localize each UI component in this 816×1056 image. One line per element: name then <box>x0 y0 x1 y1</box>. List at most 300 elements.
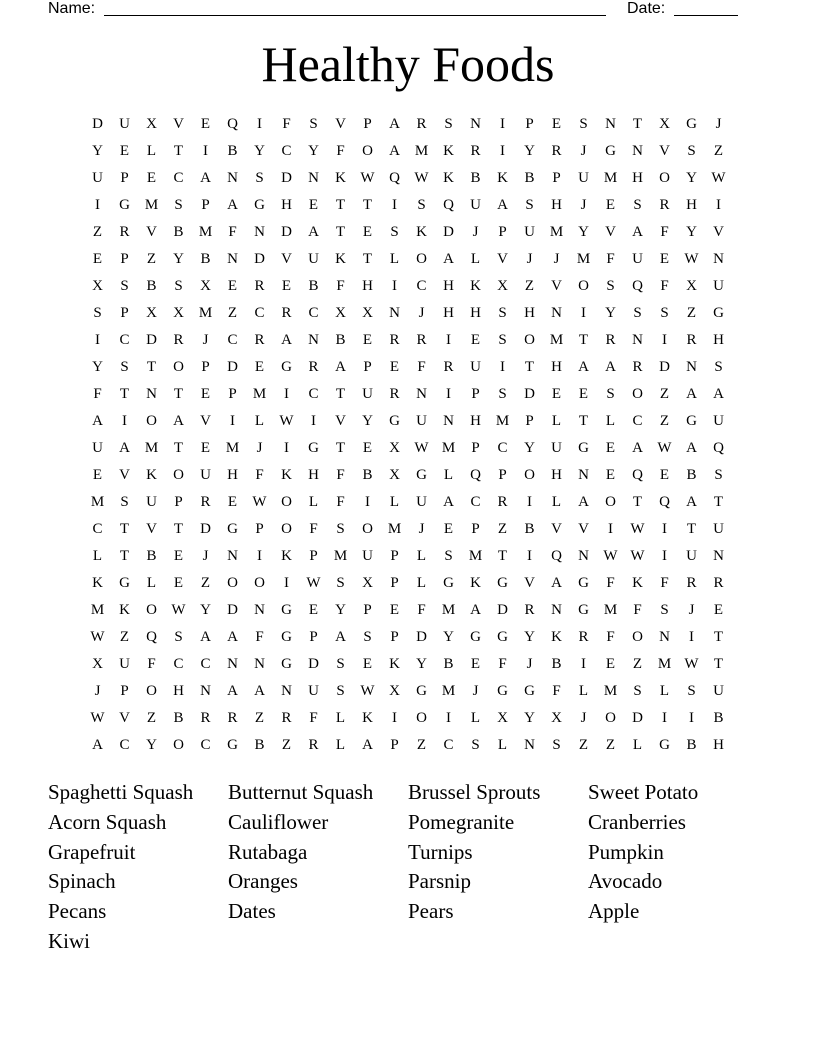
grid-letter[interactable]: I <box>446 386 451 402</box>
grid-letter[interactable]: Z <box>146 710 157 726</box>
grid-letter[interactable]: T <box>524 359 535 375</box>
grid-letter[interactable]: R <box>389 332 400 348</box>
grid-letter[interactable]: U <box>686 548 697 564</box>
grid-letter[interactable]: F <box>660 224 669 240</box>
grid-letter[interactable]: F <box>606 251 615 267</box>
grid-letter[interactable]: M <box>495 413 510 429</box>
grid-letter[interactable]: U <box>146 494 157 510</box>
grid-letter[interactable]: C <box>254 305 265 321</box>
grid-letter[interactable]: R <box>254 278 265 294</box>
grid-letter[interactable]: S <box>660 602 669 618</box>
grid-letter[interactable]: P <box>390 737 399 753</box>
grid-letter[interactable]: V <box>146 521 157 537</box>
grid-letter[interactable]: F <box>255 467 264 483</box>
grid-letter[interactable]: G <box>416 683 427 699</box>
grid-letter[interactable]: N <box>686 359 697 375</box>
grid-letter[interactable]: G <box>497 683 508 699</box>
grid-letter[interactable]: B <box>335 332 346 348</box>
grid-letter[interactable]: B <box>254 737 265 753</box>
grid-letter[interactable]: V <box>524 575 535 591</box>
grid-letter[interactable]: B <box>200 251 211 267</box>
grid-letter[interactable]: S <box>174 197 183 213</box>
grid-letter[interactable]: G <box>389 413 400 429</box>
grid-letter[interactable]: N <box>227 170 238 186</box>
grid-letter[interactable]: L <box>146 143 157 159</box>
grid-letter[interactable]: I <box>716 197 721 213</box>
grid-letter[interactable]: H <box>281 197 292 213</box>
grid-letter[interactable]: M <box>441 602 456 618</box>
grid-letter[interactable]: D <box>524 386 535 402</box>
grid-letter[interactable]: W <box>684 656 699 672</box>
grid-letter[interactable]: Y <box>146 737 157 753</box>
grid-letter[interactable]: A <box>551 575 562 591</box>
grid-letter[interactable]: P <box>120 305 129 321</box>
grid-letter[interactable]: S <box>444 116 453 132</box>
grid-letter[interactable]: C <box>227 332 238 348</box>
grid-letter[interactable]: F <box>282 116 291 132</box>
grid-letter[interactable]: O <box>281 521 292 537</box>
grid-letter[interactable]: U <box>416 494 427 510</box>
grid-letter[interactable]: Q <box>632 467 643 483</box>
grid-letter[interactable]: A <box>632 224 643 240</box>
grid-letter[interactable]: X <box>659 116 670 132</box>
grid-letter[interactable]: N <box>254 656 265 672</box>
grid-letter[interactable]: N <box>659 629 670 645</box>
grid-letter[interactable]: G <box>524 683 535 699</box>
grid-letter[interactable]: F <box>498 656 507 672</box>
grid-letter[interactable]: A <box>686 440 697 456</box>
grid-letter[interactable]: F <box>660 575 669 591</box>
grid-letter[interactable]: I <box>446 710 451 726</box>
grid-letter[interactable]: I <box>392 197 397 213</box>
grid-letter[interactable]: I <box>284 575 289 591</box>
grid-letter[interactable]: M <box>441 440 456 456</box>
grid-letter[interactable]: K <box>443 170 454 186</box>
grid-letter[interactable]: M <box>225 440 240 456</box>
grid-letter[interactable]: S <box>687 143 696 159</box>
grid-letter[interactable]: B <box>686 467 697 483</box>
grid-letter[interactable]: Y <box>524 710 535 726</box>
grid-letter[interactable]: C <box>308 386 319 402</box>
grid-letter[interactable]: Y <box>524 143 535 159</box>
grid-letter[interactable]: Q <box>632 278 643 294</box>
grid-letter[interactable]: A <box>686 494 697 510</box>
grid-letter[interactable]: Y <box>605 305 616 321</box>
grid-letter[interactable]: Z <box>227 305 238 321</box>
grid-letter[interactable]: M <box>90 602 105 618</box>
grid-letter[interactable]: Y <box>578 224 589 240</box>
grid-letter[interactable]: P <box>363 116 372 132</box>
grid-letter[interactable]: V <box>713 224 724 240</box>
grid-letter[interactable]: P <box>498 224 507 240</box>
grid-letter[interactable]: J <box>715 116 722 132</box>
grid-letter[interactable]: F <box>606 629 615 645</box>
grid-letter[interactable]: C <box>308 305 319 321</box>
grid-letter[interactable]: E <box>173 575 184 591</box>
grid-letter[interactable]: M <box>198 224 213 240</box>
grid-letter[interactable]: J <box>472 224 479 240</box>
grid-letter[interactable]: G <box>119 197 130 213</box>
grid-letter[interactable]: Y <box>92 143 103 159</box>
grid-letter[interactable]: G <box>686 413 697 429</box>
grid-letter[interactable]: J <box>472 683 479 699</box>
grid-letter[interactable]: G <box>578 602 589 618</box>
grid-letter[interactable]: D <box>308 656 319 672</box>
grid-letter[interactable]: A <box>200 170 211 186</box>
grid-letter[interactable]: S <box>336 656 345 672</box>
grid-letter[interactable]: Z <box>686 305 697 321</box>
grid-letter[interactable]: J <box>580 710 587 726</box>
grid-letter[interactable]: W <box>306 575 321 591</box>
grid-letter[interactable]: R <box>605 332 616 348</box>
grid-letter[interactable]: E <box>173 548 184 564</box>
grid-letter[interactable]: G <box>713 305 724 321</box>
grid-letter[interactable]: Q <box>146 629 157 645</box>
grid-letter[interactable]: I <box>500 116 505 132</box>
grid-letter[interactable]: B <box>524 521 535 537</box>
grid-letter[interactable]: D <box>659 359 670 375</box>
grid-letter[interactable]: T <box>713 656 724 672</box>
grid-letter[interactable]: J <box>418 305 425 321</box>
grid-letter[interactable]: Z <box>578 737 589 753</box>
grid-letter[interactable]: M <box>657 656 672 672</box>
grid-letter[interactable]: K <box>92 575 103 591</box>
grid-letter[interactable]: P <box>201 359 210 375</box>
grid-letter[interactable]: R <box>200 494 211 510</box>
grid-letter[interactable]: G <box>659 737 670 753</box>
grid-letter[interactable]: N <box>713 548 724 564</box>
grid-letter[interactable]: I <box>95 197 100 213</box>
grid-letter[interactable]: Y <box>308 143 319 159</box>
grid-letter[interactable]: Z <box>416 737 427 753</box>
grid-letter[interactable]: U <box>92 170 103 186</box>
grid-letter[interactable]: U <box>470 197 481 213</box>
grid-letter[interactable]: T <box>146 359 157 375</box>
grid-letter[interactable]: V <box>335 413 346 429</box>
grid-letter[interactable]: U <box>551 440 562 456</box>
grid-letter[interactable]: S <box>363 629 372 645</box>
grid-letter[interactable]: U <box>308 683 319 699</box>
grid-letter[interactable]: E <box>389 359 400 375</box>
grid-letter[interactable]: K <box>416 224 427 240</box>
grid-letter[interactable]: H <box>470 305 481 321</box>
grid-letter[interactable]: I <box>500 143 505 159</box>
grid-letter[interactable]: N <box>578 548 589 564</box>
grid-letter[interactable]: Y <box>362 413 373 429</box>
grid-letter[interactable]: A <box>362 737 373 753</box>
grid-letter[interactable]: O <box>578 278 589 294</box>
grid-letter[interactable]: S <box>660 305 669 321</box>
grid-letter[interactable]: Q <box>443 197 454 213</box>
grid-letter[interactable]: J <box>202 332 209 348</box>
grid-letter[interactable]: C <box>119 737 130 753</box>
grid-letter[interactable]: I <box>365 494 370 510</box>
grid-letter[interactable]: A <box>389 143 400 159</box>
grid-letter[interactable]: V <box>497 251 508 267</box>
grid-letter[interactable]: I <box>284 440 289 456</box>
grid-letter[interactable]: H <box>551 467 562 483</box>
grid-letter[interactable]: D <box>92 116 103 132</box>
grid-letter[interactable]: G <box>119 575 130 591</box>
grid-letter[interactable]: J <box>580 143 587 159</box>
grid-letter[interactable]: C <box>92 521 103 537</box>
grid-letter[interactable]: L <box>335 737 346 753</box>
grid-letter[interactable]: B <box>470 170 481 186</box>
grid-letter[interactable]: X <box>335 305 346 321</box>
grid-letter[interactable]: V <box>146 224 157 240</box>
grid-letter[interactable]: W <box>657 440 672 456</box>
grid-letter[interactable]: S <box>552 737 561 753</box>
grid-letter[interactable]: S <box>687 683 696 699</box>
grid-letter[interactable]: J <box>256 440 263 456</box>
grid-letter[interactable]: A <box>632 440 643 456</box>
grid-letter[interactable]: T <box>632 494 643 510</box>
grid-letter[interactable]: W <box>630 521 645 537</box>
grid-letter[interactable]: S <box>579 116 588 132</box>
grid-letter[interactable]: I <box>689 710 694 726</box>
grid-letter[interactable]: Z <box>524 278 535 294</box>
grid-letter[interactable]: S <box>633 305 642 321</box>
grid-letter[interactable]: R <box>551 143 562 159</box>
grid-letter[interactable]: B <box>308 278 319 294</box>
grid-letter[interactable]: L <box>308 494 319 510</box>
grid-letter[interactable]: Z <box>497 521 508 537</box>
grid-letter[interactable]: L <box>659 683 670 699</box>
grid-letter[interactable]: H <box>632 170 643 186</box>
grid-letter[interactable]: F <box>336 143 345 159</box>
grid-letter[interactable]: R <box>254 332 265 348</box>
grid-letter[interactable]: Z <box>119 629 130 645</box>
grid-letter[interactable]: I <box>689 629 694 645</box>
grid-letter[interactable]: T <box>173 521 184 537</box>
grid-letter[interactable]: E <box>308 602 319 618</box>
grid-letter[interactable]: R <box>524 602 535 618</box>
grid-letter[interactable]: Y <box>416 656 427 672</box>
grid-letter[interactable]: P <box>255 521 264 537</box>
grid-letter[interactable]: T <box>335 224 346 240</box>
grid-letter[interactable]: O <box>524 467 535 483</box>
grid-letter[interactable]: G <box>578 575 589 591</box>
grid-letter[interactable]: C <box>200 656 211 672</box>
grid-letter[interactable]: U <box>713 521 724 537</box>
grid-letter[interactable]: O <box>659 170 670 186</box>
grid-letter[interactable]: Y <box>443 629 454 645</box>
grid-letter[interactable]: O <box>632 629 643 645</box>
grid-letter[interactable]: D <box>497 602 508 618</box>
grid-letter[interactable]: S <box>174 629 183 645</box>
grid-letter[interactable]: X <box>200 278 211 294</box>
grid-letter[interactable]: R <box>578 629 589 645</box>
grid-letter[interactable]: R <box>416 332 427 348</box>
grid-letter[interactable]: I <box>203 143 208 159</box>
grid-letter[interactable]: Q <box>713 440 724 456</box>
grid-letter[interactable]: O <box>416 710 427 726</box>
grid-letter[interactable]: A <box>713 386 724 402</box>
grid-letter[interactable]: E <box>605 197 616 213</box>
grid-letter[interactable]: T <box>497 548 508 564</box>
grid-letter[interactable]: A <box>119 440 130 456</box>
grid-letter[interactable]: T <box>335 440 346 456</box>
grid-letter[interactable]: N <box>146 386 157 402</box>
grid-letter[interactable]: F <box>552 683 561 699</box>
grid-letter[interactable]: E <box>362 440 373 456</box>
grid-letter[interactable]: P <box>471 521 480 537</box>
grid-letter[interactable]: M <box>387 521 402 537</box>
grid-letter[interactable]: F <box>336 467 345 483</box>
grid-letter[interactable]: I <box>392 710 397 726</box>
grid-letter[interactable]: F <box>633 602 642 618</box>
grid-letter[interactable]: E <box>119 143 130 159</box>
grid-letter[interactable]: A <box>605 359 616 375</box>
grid-letter[interactable]: Z <box>281 737 292 753</box>
grid-letter[interactable]: S <box>174 278 183 294</box>
grid-letter[interactable]: V <box>551 521 562 537</box>
grid-letter[interactable]: X <box>497 710 508 726</box>
grid-letter[interactable]: N <box>254 224 265 240</box>
grid-letter[interactable]: K <box>335 251 346 267</box>
grid-letter[interactable]: M <box>252 386 267 402</box>
grid-letter[interactable]: W <box>684 251 699 267</box>
grid-letter[interactable]: Y <box>686 170 697 186</box>
grid-letter[interactable]: N <box>200 683 211 699</box>
grid-letter[interactable]: P <box>525 116 534 132</box>
grid-letter[interactable]: V <box>659 143 670 159</box>
grid-letter[interactable]: I <box>446 332 451 348</box>
grid-letter[interactable]: U <box>416 413 427 429</box>
grid-letter[interactable]: N <box>227 251 238 267</box>
grid-letter[interactable]: I <box>662 710 667 726</box>
grid-letter[interactable]: H <box>686 197 697 213</box>
grid-letter[interactable]: S <box>309 116 318 132</box>
grid-letter[interactable]: W <box>414 440 429 456</box>
grid-letter[interactable]: R <box>308 737 319 753</box>
grid-letter[interactable]: S <box>498 386 507 402</box>
grid-letter[interactable]: C <box>200 737 211 753</box>
grid-letter[interactable]: D <box>443 224 454 240</box>
grid-letter[interactable]: S <box>633 197 642 213</box>
grid-letter[interactable]: S <box>255 170 264 186</box>
grid-letter[interactable]: R <box>713 575 724 591</box>
grid-letter[interactable]: D <box>146 332 157 348</box>
grid-letter[interactable]: G <box>443 575 454 591</box>
grid-letter[interactable]: B <box>362 467 373 483</box>
grid-letter[interactable]: H <box>362 278 373 294</box>
grid-letter[interactable]: P <box>471 440 480 456</box>
grid-letter[interactable]: L <box>497 737 508 753</box>
grid-letter[interactable]: A <box>308 224 319 240</box>
grid-letter[interactable]: S <box>336 575 345 591</box>
grid-letter[interactable]: I <box>662 521 667 537</box>
grid-letter[interactable]: J <box>94 683 101 699</box>
grid-letter[interactable]: D <box>200 521 211 537</box>
grid-letter[interactable]: E <box>146 170 157 186</box>
grid-letter[interactable]: M <box>144 440 159 456</box>
grid-letter[interactable]: R <box>173 332 184 348</box>
grid-letter[interactable]: I <box>284 386 289 402</box>
grid-letter[interactable]: G <box>254 197 265 213</box>
grid-letter[interactable]: S <box>390 224 399 240</box>
grid-letter[interactable]: C <box>173 656 184 672</box>
grid-letter[interactable]: S <box>606 278 615 294</box>
grid-letter[interactable]: B <box>146 278 157 294</box>
grid-letter[interactable]: G <box>605 143 616 159</box>
grid-letter[interactable]: A <box>443 494 454 510</box>
grid-letter[interactable]: L <box>551 413 562 429</box>
grid-letter[interactable]: W <box>360 683 375 699</box>
grid-letter[interactable]: J <box>418 521 425 537</box>
grid-letter[interactable]: P <box>120 251 129 267</box>
grid-letter[interactable]: I <box>257 548 262 564</box>
grid-letter[interactable]: L <box>605 413 616 429</box>
grid-letter[interactable]: E <box>227 278 238 294</box>
grid-letter[interactable]: S <box>120 359 129 375</box>
grid-letter[interactable]: R <box>497 494 508 510</box>
grid-letter[interactable]: N <box>227 656 238 672</box>
grid-letter[interactable]: Z <box>605 737 616 753</box>
grid-letter[interactable]: E <box>551 386 562 402</box>
grid-letter[interactable]: U <box>713 413 724 429</box>
grid-letter[interactable]: Z <box>254 710 265 726</box>
grid-letter[interactable]: K <box>632 575 643 591</box>
grid-letter[interactable]: O <box>281 494 292 510</box>
grid-letter[interactable]: K <box>146 467 157 483</box>
grid-letter[interactable]: T <box>173 440 184 456</box>
grid-letter[interactable]: P <box>498 467 507 483</box>
grid-letter[interactable]: V <box>119 710 130 726</box>
grid-letter[interactable]: S <box>120 278 129 294</box>
grid-letter[interactable]: O <box>227 575 238 591</box>
grid-letter[interactable]: C <box>173 170 184 186</box>
grid-letter[interactable]: L <box>146 575 157 591</box>
grid-letter[interactable]: C <box>119 332 130 348</box>
grid-letter[interactable]: L <box>416 548 427 564</box>
grid-letter[interactable]: P <box>309 548 318 564</box>
grid-letter[interactable]: X <box>92 278 103 294</box>
grid-letter[interactable]: I <box>230 413 235 429</box>
grid-letter[interactable]: W <box>630 548 645 564</box>
grid-letter[interactable]: E <box>470 332 481 348</box>
grid-letter[interactable]: Z <box>659 386 670 402</box>
grid-letter[interactable]: I <box>95 332 100 348</box>
grid-letter[interactable]: F <box>309 710 318 726</box>
grid-letter[interactable]: W <box>603 548 618 564</box>
grid-letter[interactable]: R <box>416 116 427 132</box>
grid-letter[interactable]: R <box>686 575 697 591</box>
grid-letter[interactable]: G <box>281 602 292 618</box>
grid-letter[interactable]: X <box>362 305 373 321</box>
grid-letter[interactable]: P <box>309 629 318 645</box>
grid-letter[interactable]: G <box>281 656 292 672</box>
grid-letter[interactable]: N <box>227 548 238 564</box>
grid-letter[interactable]: H <box>227 467 238 483</box>
grid-letter[interactable]: U <box>470 359 481 375</box>
grid-letter[interactable]: T <box>713 494 724 510</box>
grid-letter[interactable]: B <box>173 224 184 240</box>
grid-letter[interactable]: P <box>120 170 129 186</box>
grid-letter[interactable]: L <box>254 413 265 429</box>
grid-letter[interactable]: I <box>581 305 586 321</box>
grid-letter[interactable]: O <box>605 710 616 726</box>
grid-letter[interactable]: K <box>470 575 481 591</box>
grid-letter[interactable]: Q <box>389 170 400 186</box>
grid-letter[interactable]: U <box>119 656 130 672</box>
grid-letter[interactable]: R <box>389 386 400 402</box>
grid-letter[interactable]: H <box>551 197 562 213</box>
grid-letter[interactable]: A <box>227 197 238 213</box>
grid-letter[interactable]: N <box>551 602 562 618</box>
grid-letter[interactable]: L <box>389 494 400 510</box>
grid-letter[interactable]: F <box>93 386 102 402</box>
